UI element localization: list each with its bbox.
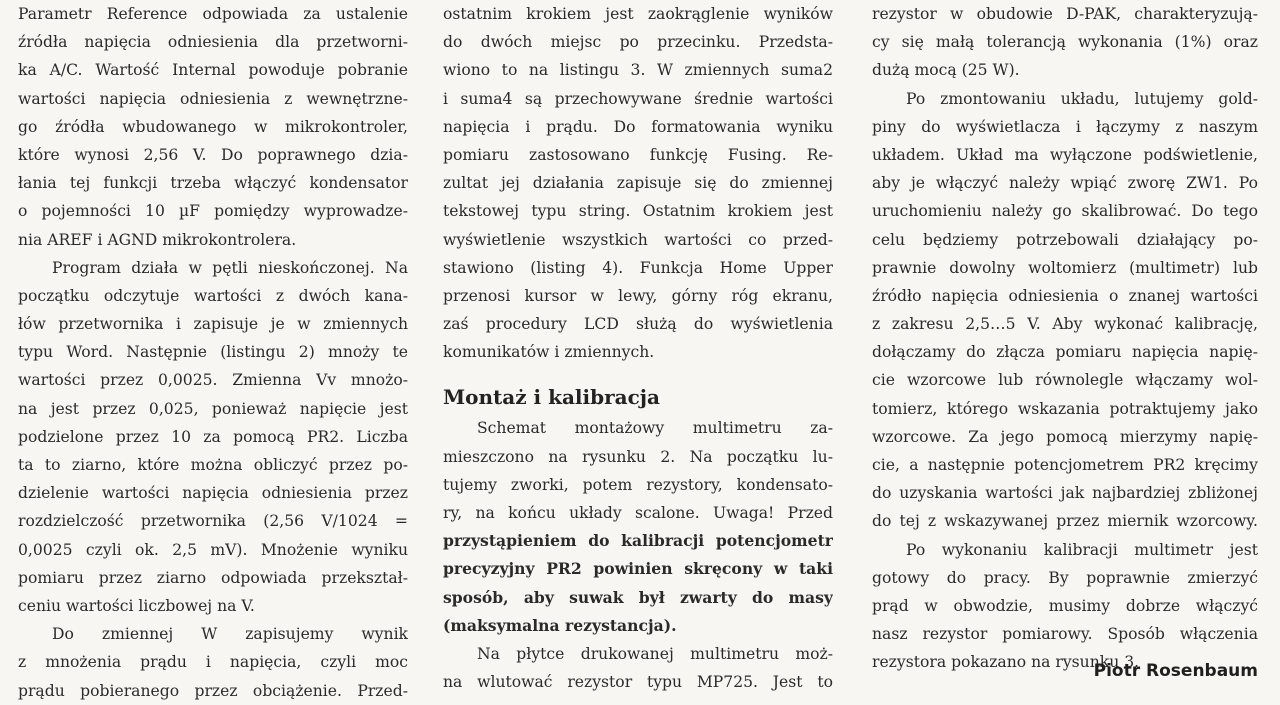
text-line: do dwóch miejsc po przecinku. Przedsta- bbox=[443, 33, 833, 52]
text-line: z mnożenia prądu i napięcia, czyli moc bbox=[18, 653, 408, 672]
text-line: typu Word. Następnie (listingu 2) mnoży te bbox=[18, 343, 408, 362]
text-line: (maksymalna rezystancja). bbox=[443, 615, 677, 635]
text-line: podzielone przez 10 za pomocą PR2. Liczba bbox=[18, 427, 408, 446]
text-line: Na płytce drukowanej multimetru moż- bbox=[477, 644, 833, 663]
section-heading: Montaż i kalibracja bbox=[443, 385, 660, 410]
text-line: dołączamy do złącza pomiaru napięcia napię- bbox=[872, 343, 1258, 362]
text-line: ry, na końcu układy scalone. Uwaga! Przed bbox=[443, 504, 833, 522]
text-line: tomierz, którego wskazania potraktujemy jako bbox=[872, 399, 1258, 418]
text-line: źródło napięcia odniesienia o znanej wartości bbox=[872, 286, 1258, 305]
text-line: Po wykonaniu kalibracji multimetr jest bbox=[906, 540, 1258, 559]
text-line: wyświetlenie wszystkich wartości co przed- bbox=[443, 230, 833, 249]
text-line: ostatnim krokiem jest zaokrąglenie wyników bbox=[443, 5, 833, 23]
text-line: ta to ziarno, które można obliczyć przez po- bbox=[18, 456, 408, 474]
author-signature: Piotr Rosenbaum bbox=[1093, 661, 1258, 681]
text-line: precyzyjny PR2 powinien skręcony w taki bbox=[443, 559, 833, 579]
text-line: prawnie dowolny woltomierz (multimetr) lub bbox=[872, 258, 1258, 277]
text-line: które wynosi 2,56 V. Do poprawnego dzia- bbox=[18, 145, 408, 164]
text-line: do tej z wskazywanej przez miernik wzorcowy. bbox=[872, 512, 1258, 531]
text-line: prądu pobieranego przez obciążenie. Przed- bbox=[18, 681, 408, 700]
text-line: zaś procedury LCD służą do wyświetlenia bbox=[443, 315, 833, 334]
text-line: stawiono (listing 4). Funkcja Home Upper bbox=[443, 258, 833, 277]
text-line: układem. Układ ma wyłączone podświetlenie, bbox=[872, 145, 1258, 164]
text-line: cy się małą tolerancją wykonania (1%) oraz bbox=[872, 33, 1258, 52]
text-line: cie wzorcowe lub równolegle włączamy wol- bbox=[872, 371, 1258, 390]
text-line: Program działa w pętli nieskończonej. Na bbox=[52, 258, 408, 277]
text-line: sposób, aby suwak był zwarty do masy bbox=[443, 587, 833, 607]
text-line: o pojemności 10 µF pomiędzy wyprowadze- bbox=[18, 202, 408, 221]
text-line: i suma4 są przechowywane średnie wartości bbox=[443, 89, 833, 108]
text-line: łów przetwornika i zapisuje je w zmiennych bbox=[18, 315, 408, 334]
column-2-top bbox=[443, 0, 833, 366]
text-line: dużą mocą (25 W). bbox=[872, 61, 1020, 80]
text-line: Po zmontowaniu układu, lutujemy gold- bbox=[906, 89, 1258, 108]
text-line: wzorcowe. Za jego pomocą mierzymy napię- bbox=[872, 427, 1258, 446]
text-line: pomiaru przez ziarno odpowiada przekształ- bbox=[18, 568, 408, 587]
text-line: go źródła wbudowanego w mikrokontroler, bbox=[18, 117, 408, 136]
text-line: Parametr Reference odpowiada za ustalenie bbox=[18, 5, 408, 23]
text-line: celu będziemy potrzebowali działający po- bbox=[872, 230, 1258, 249]
text-line: komunikatów i zmiennych. bbox=[443, 343, 655, 362]
text-line: na jest przez 0,025, ponieważ napięcie jest bbox=[18, 399, 408, 418]
text-line: na wlutować rezystor typu MP725. Jest to bbox=[443, 673, 833, 692]
text-line: Schemat montażowy multimetru za- bbox=[477, 419, 833, 438]
text-line: do uzyskania wartości jak najbardziej zbliżonej bbox=[872, 484, 1258, 503]
text-line: tujemy zworki, potem rezystory, kondensato- bbox=[443, 475, 833, 494]
text-line: napięcia i prądu. Do formatowania wyniku bbox=[443, 117, 833, 136]
text-line: przenosi kursor w lewy, górny róg ekranu, bbox=[443, 286, 833, 305]
text-line: wiono to na listingu 3. W zmiennych suma2 bbox=[443, 61, 833, 80]
text-line: z zakresu 2,5…5 V. Aby wykonać kalibrację, bbox=[872, 315, 1258, 334]
text-line: rezystora pokazano na rysunku 3. bbox=[872, 653, 1140, 672]
text-line: wartości napięcia odniesienia z wewnętrzne- bbox=[18, 89, 408, 108]
text-line: wartości przez 0,0025. Zmienna Vv mnożo- bbox=[18, 371, 408, 390]
text-line: źródła napięcia odniesienia dla przetworni- bbox=[18, 33, 408, 52]
text-line: dzielenie wartości napięcia odniesienia przez bbox=[18, 484, 408, 503]
column-2-bottom bbox=[443, 414, 833, 696]
text-line: tekstowej typu string. Ostatnim krokiem jest bbox=[443, 202, 833, 221]
text-line: początku odczytuje wartości z dwóch kana- bbox=[18, 286, 408, 305]
text-line: 0,0025 czyli ok. 2,5 mV). Mnożenie wyniku bbox=[18, 540, 408, 559]
text-line: mieszczono na rysunku 2. Na początku lu- bbox=[443, 447, 833, 466]
text-line: nasz rezystor pomiarowy. Sposób włączenia bbox=[872, 625, 1258, 644]
text-line: ka A/C. Wartość Internal powoduje pobranie bbox=[18, 61, 408, 80]
text-line: łania tej funkcji trzeba włączyć kondensator bbox=[18, 174, 408, 193]
text-line: uruchomieniu należy go skalibrować. Do tego bbox=[872, 202, 1258, 221]
text-line: aby je włączyć należy wpiąć zworę ZW1. Po bbox=[872, 174, 1258, 193]
text-column-3 bbox=[872, 0, 1258, 677]
text-column-2 bbox=[443, 0, 833, 696]
text-line: Do zmiennej W zapisujemy wynik bbox=[52, 625, 408, 644]
text-line: rezystor w obudowie D-PAK, charakteryzują- bbox=[872, 5, 1258, 23]
text-line: piny do wyświetlacza i łączymy z naszym bbox=[872, 117, 1258, 136]
text-line: rozdzielczość przetwornika (2,56 V/1024 = bbox=[18, 512, 408, 531]
text-line: pomiaru zastosowano funkcję Fusing. Re- bbox=[443, 145, 833, 164]
text-line: przystąpieniem do kalibracji potencjometr bbox=[443, 531, 833, 551]
text-line: cie, a następnie potencjometrem PR2 kręcimy bbox=[872, 456, 1258, 474]
text-column-1 bbox=[18, 0, 408, 705]
text-line: ceniu wartości liczbowej na V. bbox=[18, 596, 255, 615]
text-line: prąd w obwodzie, musimy dobrze włączyć bbox=[872, 596, 1258, 615]
text-line: gotowy do pracy. By poprawnie zmierzyć bbox=[872, 568, 1258, 587]
text-line: zultat jej działania zapisuje się do zmiennej bbox=[443, 174, 833, 193]
text-line: nia AREF i AGND mikrokontrolera. bbox=[18, 230, 297, 249]
